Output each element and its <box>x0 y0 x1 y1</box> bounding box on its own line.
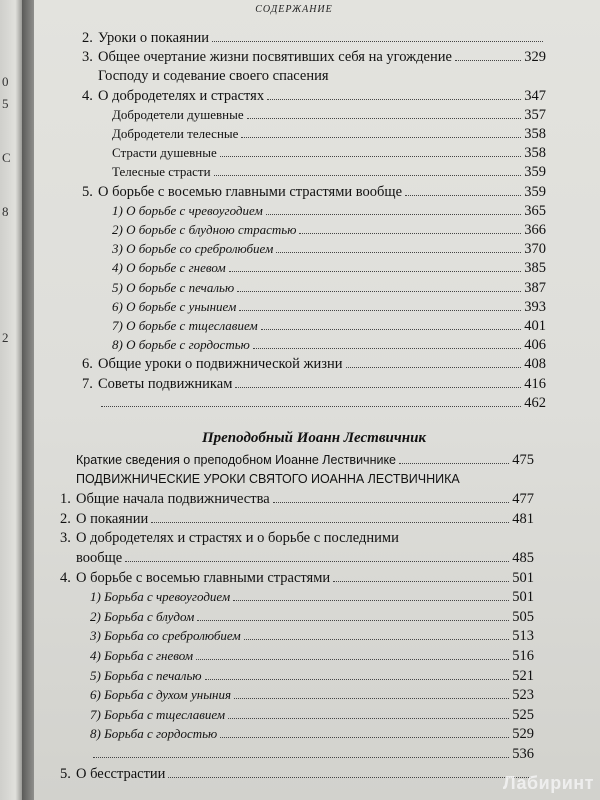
toc-entry-title: О бесстрастии <box>76 765 166 782</box>
toc-page-number: 513 <box>512 628 534 645</box>
toc-entry-title: 2) О борьбе с блудною страстью <box>112 222 297 237</box>
toc-entry-title: 2) Борьба с блудом <box>90 608 195 624</box>
toc-entry <box>82 88 546 105</box>
toc-entry-number: 6. <box>82 356 93 373</box>
toc-entry <box>60 491 534 508</box>
page-header: СОДЕРЖАНИЕ <box>255 4 333 15</box>
toc-page-number: 505 <box>512 608 534 625</box>
toc-entry <box>60 511 534 528</box>
toc-entry-title: 4) Борьба с гневом <box>90 648 194 663</box>
toc-entry <box>90 648 534 665</box>
toc-entry-title: О добродетелях и страстях <box>98 87 265 104</box>
toc-entry-title: Добродетели телесные <box>112 126 239 141</box>
toc-entry <box>82 356 546 373</box>
toc-leader-dots <box>241 137 521 138</box>
toc-leader-dots <box>234 698 509 699</box>
toc-entry <box>76 550 534 567</box>
toc-page-number: 529 <box>512 726 534 743</box>
toc-entry <box>90 609 534 626</box>
toc-entry-title: О борьбе с восемью главными страстями вообще <box>98 183 403 200</box>
toc-entry <box>112 241 546 258</box>
toc-page-number: 516 <box>512 648 534 664</box>
toc-entry-title: 6) Борьба с духом уныния <box>90 687 231 703</box>
toc-leader-dots <box>399 463 509 464</box>
toc-page-number: 370 <box>524 241 546 258</box>
toc-entry <box>60 530 534 547</box>
toc-entry-title: 3) Борьба со сребролюбием <box>90 628 241 644</box>
toc-leader-dots <box>168 777 531 778</box>
toc-leader-dots <box>205 679 510 680</box>
toc-entry <box>60 766 534 783</box>
toc-entry-title: Добродетели душевные <box>112 106 244 122</box>
toc-entry <box>82 184 546 201</box>
toc-entry <box>112 318 546 335</box>
toc-entry-title: Уроки о покаянии <box>98 30 210 46</box>
toc-entry-title: 7) Борьба с тщеславием <box>90 706 226 722</box>
toc-page-number: 406 <box>524 337 546 354</box>
toc-entry <box>60 570 534 587</box>
toc-entry-title: 7) О борьбе с тщеславием <box>112 318 258 333</box>
toc-page-number: 359 <box>524 183 546 200</box>
toc-entry-title: 1) О борьбе с чревоугодием <box>112 202 263 218</box>
toc-leader-dots <box>235 387 521 388</box>
toc-page-number: 501 <box>512 569 534 586</box>
toc-page-number: 358 <box>524 126 546 142</box>
toc-entry <box>98 395 546 412</box>
toc-page-number: 485 <box>512 550 534 566</box>
toc-leader-dots <box>266 214 521 215</box>
toc-page-number: 387 <box>524 279 546 296</box>
toc-leader-dots <box>151 522 509 523</box>
toc-entry <box>112 145 546 162</box>
toc-entry <box>90 668 534 685</box>
toc-entry-number: 5. <box>82 183 93 200</box>
toc-entry-number: 7. <box>82 375 93 392</box>
toc-leader-dots <box>346 367 522 368</box>
toc-leader-dots <box>196 659 509 660</box>
toc-leader-dots <box>101 406 521 407</box>
toc-entry-number: 2. <box>60 510 71 527</box>
toc-entry-title: Краткие сведения о преподобном Иоанне Лествичнике <box>76 453 397 467</box>
toc-entry-number: 4. <box>60 569 71 586</box>
toc-page-number: 385 <box>524 260 546 277</box>
toc-entry <box>112 164 546 181</box>
toc-entry <box>112 280 546 297</box>
toc-page-number: 329 <box>524 49 546 66</box>
toc-page-number: 366 <box>524 222 546 238</box>
toc-leader-dots <box>261 329 522 330</box>
toc-leader-dots <box>212 41 543 42</box>
toc-entry-title: 1) Борьба с чревоугодием <box>90 589 231 605</box>
toc-page-number: 523 <box>512 687 534 704</box>
toc-entry <box>90 628 534 645</box>
toc-entry <box>112 107 546 124</box>
toc-entry-number: 5. <box>60 765 71 782</box>
toc-entry-title: 3) О борьбе со сребролюбием <box>112 241 274 257</box>
watermark-logo: Лабиринт <box>502 773 594 793</box>
toc-entry <box>82 376 546 393</box>
toc-page-number: 536 <box>512 746 534 762</box>
toc-leader-dots <box>228 718 509 719</box>
toc-page-number: 365 <box>524 202 546 219</box>
toc-leader-dots <box>333 581 509 582</box>
toc-entry <box>98 68 546 85</box>
toc-entry-number: 4. <box>82 87 93 104</box>
toc-entry <box>112 299 546 316</box>
toc-leader-dots <box>244 639 510 640</box>
toc-page-number: 357 <box>524 106 546 123</box>
toc-page-number: 477 <box>512 491 534 508</box>
toc-entry <box>82 49 546 66</box>
toc-entry <box>90 746 534 763</box>
toc-entry-title: Общие уроки о подвижнической жизни <box>98 356 343 373</box>
toc-entry <box>112 260 546 277</box>
toc-leader-dots <box>214 175 522 176</box>
toc-entry-title: Господу и содевание своего спасения <box>98 68 329 85</box>
toc-leader-dots <box>220 737 509 738</box>
toc-leader-dots <box>220 156 521 157</box>
toc-entry-title: ПОДВИЖНИЧЕСКИЕ УРОКИ СВЯТОГО ИОАННА ЛЕСТВИЧНИКА <box>76 471 460 486</box>
toc-entry <box>90 687 534 704</box>
toc-leader-dots <box>93 757 509 758</box>
book-gutter <box>22 0 34 800</box>
toc-leader-dots <box>247 118 522 119</box>
toc-entry-title: О покаянии <box>76 510 149 527</box>
toc-entry <box>76 452 534 469</box>
toc-leader-dots <box>276 252 521 253</box>
toc-page-number: 401 <box>524 318 546 334</box>
toc-entry <box>112 203 546 220</box>
left-page-fragment: 0 <box>2 74 9 89</box>
toc-page-number: 521 <box>512 667 534 684</box>
left-page-edge <box>0 0 22 800</box>
toc-leader-dots <box>455 60 521 61</box>
toc-page-number: 393 <box>524 298 546 315</box>
toc-entry <box>112 222 546 239</box>
toc-page-number: 359 <box>524 164 546 181</box>
toc-page-number: 416 <box>524 375 546 392</box>
toc-entry-number: 1. <box>60 491 71 508</box>
contents-page <box>34 0 600 800</box>
toc-entry-number: 3. <box>60 530 71 547</box>
toc-page-number: 475 <box>512 452 534 468</box>
toc-entry <box>112 337 546 354</box>
toc-entry-number: 2. <box>82 30 93 46</box>
toc-page-number: 408 <box>524 356 546 373</box>
toc-leader-dots <box>267 99 521 100</box>
toc-entry-title: Советы подвижникам <box>98 375 233 392</box>
toc-entry-title: Телесные страсти <box>112 164 211 180</box>
left-page-fragment: С <box>2 150 11 165</box>
toc-entry <box>76 472 534 487</box>
toc-leader-dots <box>125 561 509 562</box>
toc-entry <box>82 30 546 47</box>
toc-entry-title: вообще <box>76 550 123 566</box>
toc-leader-dots <box>273 502 510 503</box>
toc-entry-title: О добродетелях и страстях и о борьбе с последними <box>76 530 399 547</box>
toc-page-number: 481 <box>512 510 534 527</box>
toc-entry-title: Общие начала подвижничества <box>76 491 270 508</box>
left-page-fragment: 8 <box>2 204 9 219</box>
section-title: Преподобный Иоанн Лествичник <box>201 430 427 446</box>
toc-leader-dots <box>229 271 522 272</box>
toc-entry-title: 4) О борьбе с гневом <box>112 260 226 276</box>
toc-entry-title: Страсти душевные <box>112 145 217 161</box>
toc-leader-dots <box>405 195 521 196</box>
toc-page-number: 525 <box>512 706 534 723</box>
toc-entry-title: О борьбе с восемью главными страстями <box>76 569 331 586</box>
toc-leader-dots <box>197 620 509 621</box>
toc-entry-title: 5) Борьба с печалью <box>90 667 202 683</box>
toc-entry-title: 5) О борьбе с печалью <box>112 279 235 295</box>
toc-leader-dots <box>253 348 521 349</box>
toc-leader-dots <box>299 233 521 234</box>
toc-entry-title: Общее очертание жизни посвятивших себя на угождение <box>98 49 452 66</box>
toc-page-number: 347 <box>524 87 546 104</box>
toc-leader-dots <box>237 291 521 292</box>
toc-page-number: 501 <box>512 589 534 606</box>
toc-leader-dots <box>233 600 509 601</box>
toc-page-number: 462 <box>524 394 546 411</box>
toc-leader-dots <box>239 310 521 311</box>
toc-entry-title: 8) Борьба с гордостью <box>90 726 218 742</box>
toc-entry <box>90 589 534 606</box>
toc-entry-number: 3. <box>82 49 93 66</box>
toc-entry-title: 6) О борьбе с унынием <box>112 298 237 314</box>
toc-entry <box>90 707 534 724</box>
left-page-fragment: 5 <box>2 96 9 111</box>
toc-page-number: 358 <box>524 145 546 162</box>
toc-entry <box>90 726 534 743</box>
left-page-fragment: 2 <box>2 330 9 345</box>
toc-entry-title: 8) О борьбе с гордостью <box>112 337 250 353</box>
toc-entry <box>112 126 546 143</box>
